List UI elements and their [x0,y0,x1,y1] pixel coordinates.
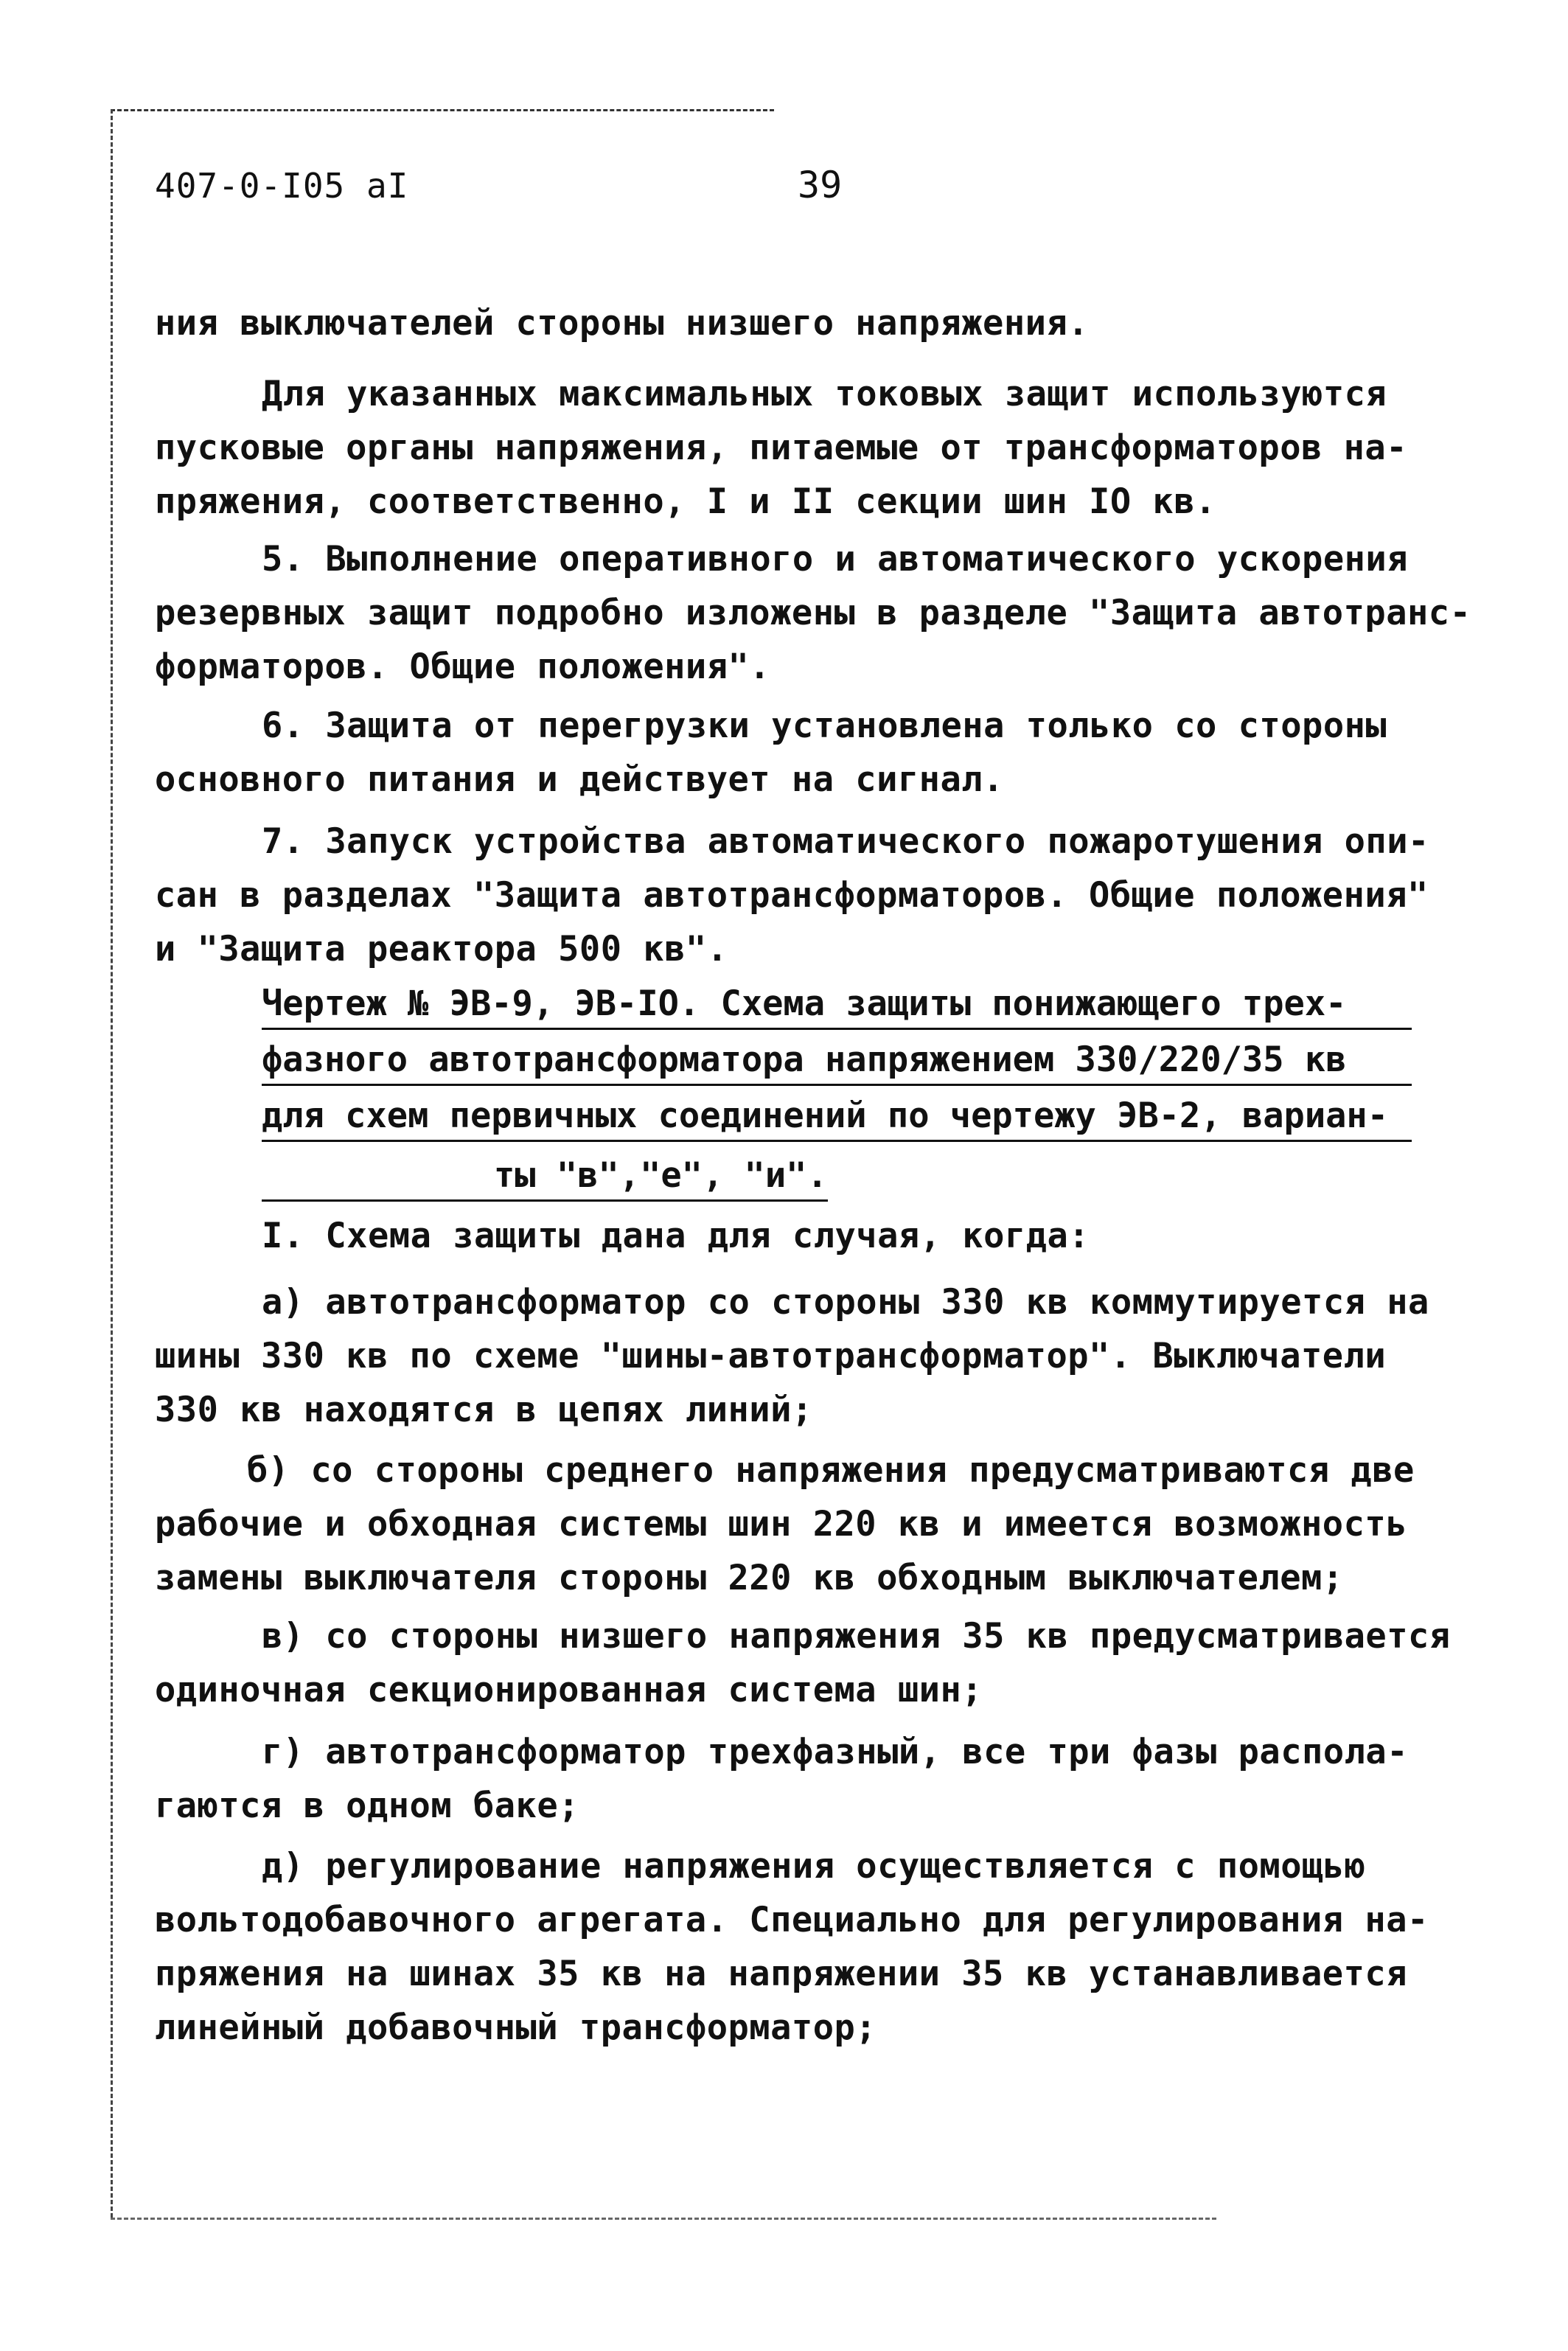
text-line: линейный добавочный трансформатор; [155,2007,877,2048]
paragraph-voltage-starters [155,367,1445,529]
text-line: ния выключателей стороны низшего напряжения. [155,303,1090,344]
text-line: пусковые органы напряжения, питаемые от трансформаторов на- [155,428,1407,468]
section-heading [262,981,1412,1208]
document-code: 407-0-I05 aI [155,166,409,206]
text-line: рабочие и обходная системы шин 220 кв и имеется возможность [155,1504,1407,1544]
frame-bottom-border [111,2218,1216,2220]
paragraph-condition-b [155,1443,1445,1605]
paragraph-condition-d [155,1839,1445,2055]
heading-line: для схем первичных соединений по чертежу ЭВ-2, вариан- [262,1093,1412,1142]
text-line: б) со стороны среднего напряжения предусматриваются две [247,1450,1415,1491]
text-line: одиночная секционированная система шин; [155,1670,983,1710]
paragraph-continuation [155,296,1445,350]
paragraph-condition-a [155,1275,1445,1437]
page-number: 39 [798,164,843,206]
text-line: пряжения, соответственно, I и II секции шин IO кв. [155,481,1216,522]
text-line: а) автотрансформатор со стороны 330 кв коммутируется на [262,1282,1429,1323]
text-line: 6. Защита от перегрузки установлена только со стороны [262,706,1387,746]
paragraph-item-7 [155,815,1445,976]
paragraph-item-5 [155,532,1471,694]
text-line: шины 330 кв по схеме "шины-автотрансформатор". Выключатели [155,1336,1387,1376]
frame-left-border [111,109,113,2218]
text-line: 330 кв находятся в цепях линий; [155,1390,813,1430]
text-line: в) со стороны низшего напряжения 35 кв предусматривается [262,1616,1451,1657]
text-line: и "Защита реактора 500 кв". [155,929,728,969]
text-line: 5. Выполнение оперативного и автоматического ускорения [262,539,1409,579]
text-line: г) автотрансформатор трехфазный, все три фазы распола- [262,1732,1409,1772]
text-line: Для указанных максимальных токовых защит используются [262,374,1387,414]
paragraph-condition-g [155,1725,1445,1833]
text-line: вольтодобавочного агрегата. Специально для регулирования на- [155,1900,1429,1940]
paragraph-condition-v [155,1609,1451,1717]
text-line: форматоров. Общие положения". [155,647,771,687]
text-line: замены выключателя стороны 220 кв обходным выключателем; [155,1558,1344,1598]
text-line: пряжения на шинах 35 кв на напряжении 35 кв устанавливается [155,1954,1407,1994]
text-line: I. Схема защиты дана для случая, когда: [262,1216,1090,1256]
text-line: гаются в одном баке; [155,1786,579,1826]
heading-line: ты "в","е", "и". [262,1152,828,1202]
paragraph-condition-1 [155,1209,1445,1263]
paragraph-item-6 [155,699,1445,807]
text-line: резервных защит подробно изложены в разделе "Защита автотранс- [155,593,1471,633]
heading-line: Чертеж № ЭВ-9, ЭВ-IO. Схема защиты понижающего трех- [262,981,1412,1030]
heading-line: фазного автотрансформатора напряжением 330/220/35 кв [262,1037,1412,1086]
frame-top-border [111,109,774,111]
text-line: 7. Запуск устройства автоматического пожаротушения опи- [262,821,1429,862]
text-line: д) регулирование напряжения осуществляется с помощью [262,1846,1366,1887]
text-line: основного питания и действует на сигнал. [155,759,1004,800]
text-line: сан в разделах "Защита автотрансформаторов. Общие положения" [155,875,1429,916]
